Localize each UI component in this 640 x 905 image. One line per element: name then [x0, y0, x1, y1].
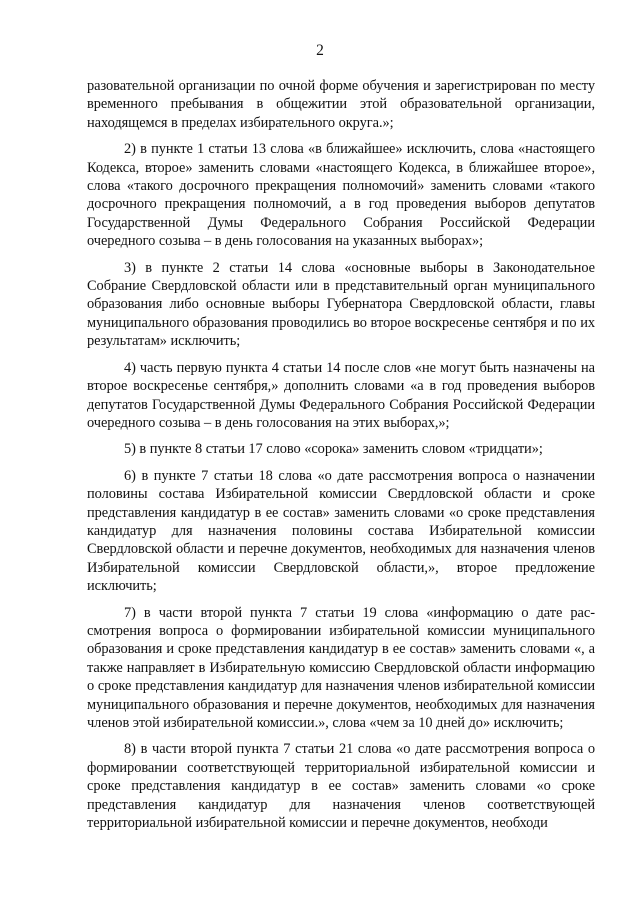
- paragraph-continuation: разовательной организации по очной форме обучения и зарегистрирован по месту временного пребывания в общежитии этой образовательной организации, находящемся в пределах избирательного округа.»;: [87, 78, 595, 131]
- paragraph-item-4: 4) часть первую пункта 4 статьи 14 после слов «не могут быть назначены на второе воскресенье сентября,» дополнить словами «а в год проведения выборов депутатов Государственной Думы Федерального Собрания Российской Федерации очередного созыва – в день голосования на этих выборах,»;: [87, 359, 595, 431]
- paragraph-item-6: 6) в пункте 7 статьи 18 слова «о дате рассмотрения вопроса о назначении половины состава Избирательной комиссии Свердловской области и сроке представления кандидатур в ее состав» заменить словами «о сроке представления кандидатур для назначения половины состава Избирательной комиссии Свердловской области и перечне документов, необходимых для назначения членов Избирательной комиссии Свердловской области,», второе предложение исключить;: [87, 467, 595, 595]
- paragraph-item-8: 8) в части второй пункта 7 статьи 21 слова «о дате рассмотрения вопроса о формировании соответствующей территориальной избирательной комиссии и сроке представления кандидатур в ее состав» заменить словами «о сроке представления кандидатур для назначения членов соответствующей территориальной избирательной комиссии и перечне документов, необходи: [87, 741, 595, 832]
- paragraph-item-3: 3) в пункте 2 статьи 14 слова «основные выборы в Законодательное Собрание Свердловской области или в представительный орган муниципального образования либо основные выборы Губернатора Свердловской области, главы муниципального образования проводились во второе воскресенье сентября и по их результатам» исключить;: [87, 259, 595, 350]
- page-number: 2: [316, 42, 324, 59]
- paragraph-item-5: 5) в пункте 8 статьи 17 слово «сорока» заменить словом «тридцати»;: [124, 441, 543, 458]
- paragraph-item-7: 7) в части второй пункта 7 статьи 19 слова «информацию о дате рассмотрения вопроса о формировании избирательной комиссии муниципального образования и сроке представления кандидатур в ее состав» заменить словами «, а также направляет в Избирательную комиссию Свердловской области информацию о сроке представления кандидатур для назначения членов избирательной комиссии муниципального образования и перечне документов, необходимых для назначения членов этой избирательной комиссии.», слова «чем за 10 дней до» исключить;: [87, 604, 595, 731]
- document-body: [87, 77, 595, 832]
- paragraph-item-2: 2) в пункте 1 статьи 13 слова «в ближайшее» исключить, слова «настоящего Кодекса, второе» заменить словами «настоящего Кодекса, в ближайшее второе», слова «такого досрочного прекращения полномочий» заменить словами «такого досрочного прекращения полномочий, а в год проведения выборов депутатов Государственной Думы Федерального Собрания Российской Федерации очередного созыва – в день голосования на указанных выборах»;: [87, 141, 595, 250]
